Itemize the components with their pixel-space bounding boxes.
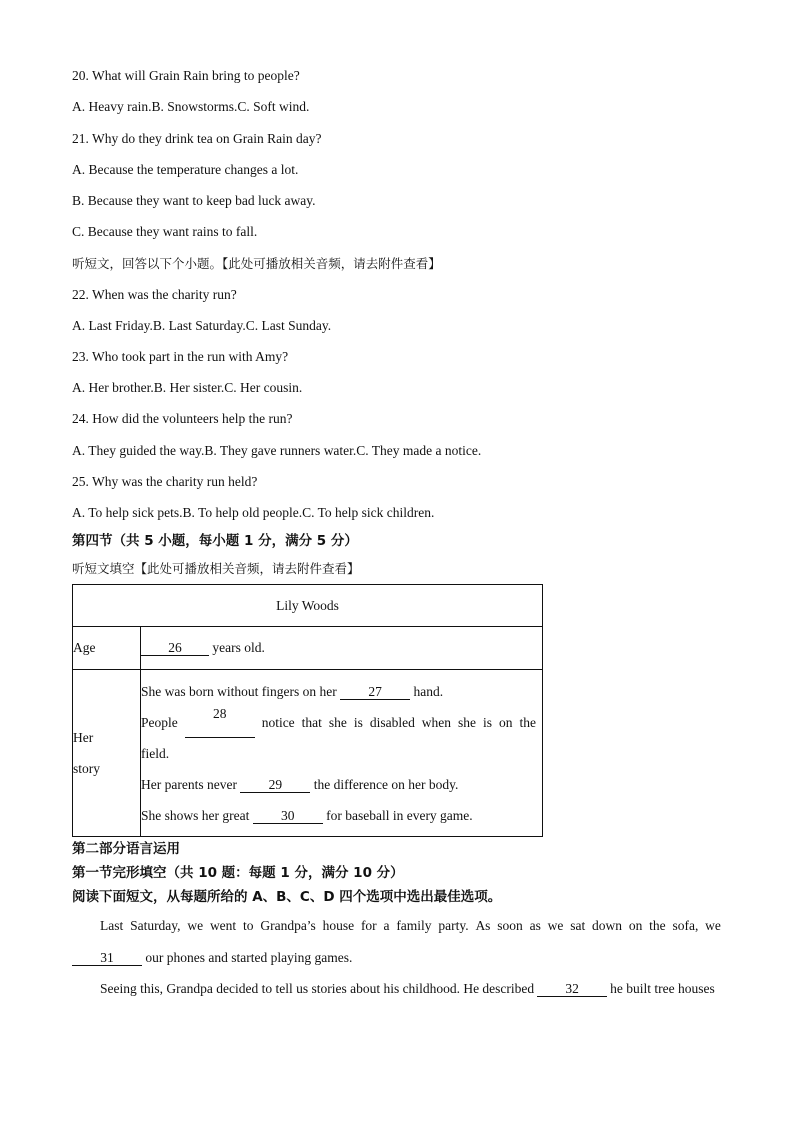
cloze-paragraph-2 [72, 981, 749, 997]
paragraph-1-word: sofa, [672, 918, 699, 933]
story-content [141, 670, 543, 837]
age-row [141, 627, 543, 670]
story-1-pre: She was born without fingers on her [141, 683, 337, 699]
question-24: 24. How did the volunteers help the run? [72, 411, 293, 426]
question-25: 25. Why was the charity run held? [72, 474, 258, 489]
paragraph-1-word: we [187, 918, 204, 933]
story-2-word: she [458, 714, 477, 730]
question-21-option-c: C. Because they want rains to fall. [72, 224, 258, 239]
blank-29[interactable]: 29 [240, 778, 310, 793]
paragraph-1-word: As [475, 918, 491, 933]
story-1-post: hand. [413, 683, 444, 699]
story-line-1 [141, 676, 542, 707]
paragraph-1-word: a [383, 918, 390, 933]
paragraph-1-word: for [360, 918, 377, 933]
story-line-2-cont: field. [141, 745, 170, 761]
cloze-heading: 第一节完形填空（共 10 题：每题 1 分，满分 10 分） [72, 865, 404, 881]
paragraph-1-word: we [547, 918, 564, 933]
story-label-line2: story [73, 761, 100, 776]
paragraph-1-word: as [529, 918, 541, 933]
story-3-post: the difference on her body. [313, 776, 459, 792]
paragraph-1-cont-text: our phones and started playing games. [145, 950, 353, 965]
cloze-paragraph-1-cont [72, 950, 721, 966]
paragraph-1-word: party. [438, 918, 469, 933]
question-25-options: A. To help sick pets.B. To help old people.C. To help sick children. [72, 505, 435, 520]
paragraph-1-word: Grandpa’s [260, 918, 316, 933]
lily-woods-table [72, 584, 543, 837]
story-2-word: notice [261, 714, 295, 730]
story-label-line1: Her [73, 730, 94, 745]
story-2-word: that [301, 714, 322, 730]
question-21-option-a: A. Because the temperature changes a lot. [72, 162, 299, 177]
blank-28[interactable]: 28 [185, 707, 255, 738]
story-line-3 [141, 769, 542, 800]
story-3-pre: Her parents never [141, 776, 237, 792]
story-line-2 [141, 707, 542, 738]
story-4-pre: She shows her great [141, 807, 250, 823]
age-text: years old. [212, 640, 265, 655]
paragraph-1-word: family [396, 918, 432, 933]
paragraph-1-word: on [628, 918, 643, 933]
story-2-word: when [421, 714, 452, 730]
blank-30[interactable]: 30 [253, 809, 323, 824]
part-2-heading: 第二部分语言运用 [72, 841, 180, 857]
paragraph-1-word: house [322, 918, 355, 933]
paragraph-1-word: to [243, 918, 254, 933]
question-20: 20. What will Grain Rain bring to people? [72, 68, 300, 83]
story-2-word: is [482, 714, 492, 730]
paragraph-2-pre: Seeing this, Grandpa decided to tell us stories about his childhood. He described [100, 981, 535, 996]
question-22: 22. When was the charity run? [72, 287, 237, 302]
question-23: 23. Who took part in the run with Amy? [72, 349, 289, 364]
paragraph-1-word: down [592, 918, 623, 933]
blank-26[interactable]: 26 [141, 641, 209, 656]
listening-instruction: 听短文，回答以下个小题。【此处可播放相关音频，请去附件查看】 [72, 256, 441, 271]
blank-32[interactable]: 32 [537, 982, 607, 997]
story-2-word: on [498, 714, 513, 730]
question-20-options: A. Heavy rain.B. Snowstorms.C. Soft wind. [72, 99, 310, 114]
blank-27[interactable]: 27 [340, 685, 410, 700]
paragraph-1-word: we [705, 918, 721, 933]
section-4-heading: 第四节（共 5 小题，每小题 1 分，满分 5 分） [72, 533, 358, 549]
age-label: Age [73, 627, 141, 670]
story-2-word: is [353, 714, 363, 730]
story-2-word: the [519, 714, 536, 730]
cloze-instruction: 阅读下面短文，从每题所给的 A、B、C、D 四个选项中选出最佳选项。 [72, 889, 502, 905]
story-4-post: for baseball in every game. [326, 807, 473, 823]
paragraph-1-word: the [649, 918, 666, 933]
paragraph-2-post: he built tree houses [610, 981, 715, 996]
section-4-instruction: 听短文填空【此处可播放相关音频，请去附件查看】 [72, 561, 360, 576]
story-2-word: disabled [369, 714, 415, 730]
story-2-word: she [328, 714, 347, 730]
question-21-option-b: B. Because they want to keep bad luck away. [72, 193, 316, 208]
paragraph-1-word: sat [570, 918, 586, 933]
story-label [73, 670, 141, 837]
story-2-word: People [141, 714, 178, 730]
paragraph-1-word: went [209, 918, 237, 933]
story-line-4 [141, 800, 542, 831]
cloze-paragraph-1 [72, 918, 721, 934]
paragraph-1-word: soon [497, 918, 523, 933]
table-title: Lily Woods [73, 585, 543, 627]
question-23-options: A. Her brother.B. Her sister.C. Her cousin. [72, 380, 303, 395]
paragraph-1-word: Last [100, 918, 124, 933]
paragraph-1-word: Saturday, [130, 918, 181, 933]
question-22-options: A. Last Friday.B. Last Saturday.C. Last Sunday. [72, 318, 332, 333]
blank-31[interactable]: 31 [72, 951, 142, 966]
question-21: 21. Why do they drink tea on Grain Rain day? [72, 131, 322, 146]
question-24-options: A. They guided the way.B. They gave runners water.C. They made a notice. [72, 443, 482, 458]
